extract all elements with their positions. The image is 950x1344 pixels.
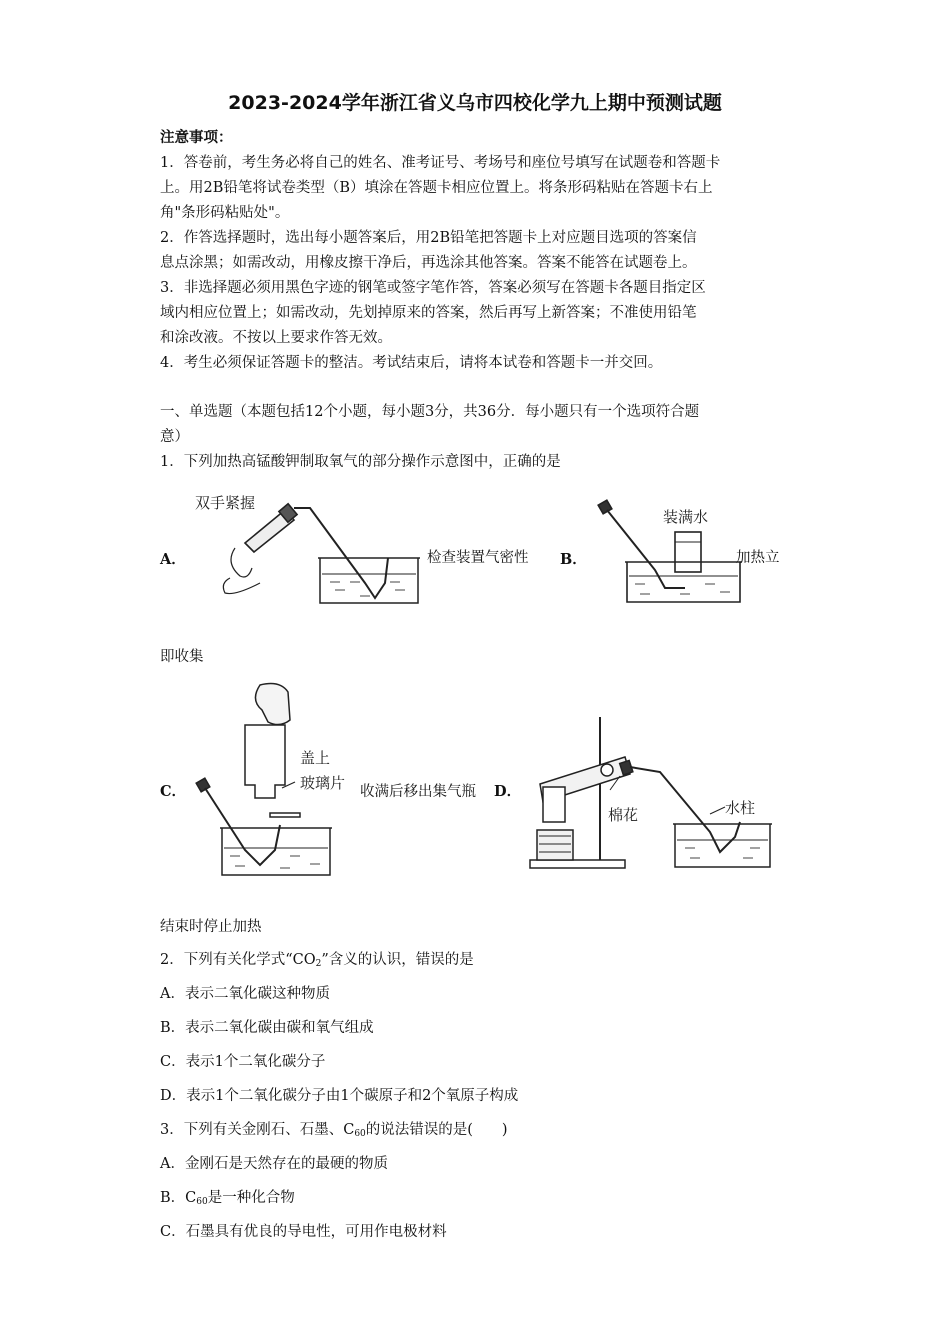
option-b-text-cont: 即收集 <box>160 649 204 665</box>
figure-d-heating-apparatus <box>525 712 780 874</box>
option-d-text-cont: 结束时停止加热 <box>160 919 262 935</box>
option-c-text: 收满后移出集气瓶 <box>360 784 476 800</box>
question-3-option-c: C．石墨具有优良的导电性，可用作电极材料 <box>160 1224 447 1240</box>
figure-d-caption-2: 水柱 <box>725 799 756 817</box>
notice-line: 2．作答选择题时，选出每小题答案后，用2B铅笔把答题卡上对应题目选项的答案信 <box>160 230 697 246</box>
question-2-option-c: C．表示1个二氧化碳分子 <box>160 1054 326 1070</box>
notice-line: 和涂改液。不按以上要求作答无效。 <box>160 330 392 346</box>
figure-b-caption: 装满水 <box>663 508 709 526</box>
option-b-text: 加热立 <box>736 550 780 566</box>
notice-heading: 注意事项： <box>160 129 233 146</box>
question-2-option-a: A．表示二氧化碳这种物质 <box>160 986 330 1002</box>
notice-line: 角"条形码粘贴处"。 <box>160 205 290 221</box>
question-3-stem: 3．下列有关金刚石、石墨、$C_{60}$的说法错误的是( ) <box>160 1122 508 1139</box>
question-3-option-a: A．金刚石是天然存在的最硬的物质 <box>160 1156 388 1172</box>
option-d-label: D． <box>494 783 522 800</box>
figure-c-caption-1: 盖上 <box>300 749 331 767</box>
option-c-label: C． <box>160 783 187 800</box>
section-heading: 一、单选题（本题包括12个小题，每小题3分，共36分．每小题只有一个选项符合题 <box>160 404 700 420</box>
notice-line: 4．考生必须保证答题卡的整洁。考试结束后，请将本试卷和答题卡一并交回。 <box>160 355 663 371</box>
option-b-label: B． <box>560 551 587 568</box>
figure-a-caption: 双手紧握 <box>195 494 256 512</box>
notice-line: 1．答卷前，考生务必将自己的姓名、准考证号、考场号和座位号填写在试题卷和答题卡 <box>160 155 721 171</box>
page-title: 2023-2024学年浙江省义乌市四校化学九上期中预测试题 <box>228 92 722 114</box>
option-a-text: 检查装置气密性 <box>427 550 529 566</box>
option-a-label: A． <box>160 551 186 568</box>
notice-line: 域内相应位置上；如需改动，先划掉原来的答案，然后再写上新答案；不准使用铅笔 <box>160 305 697 321</box>
figure-a-airtightness-check <box>190 488 430 608</box>
question-3-option-b: B．$C_{60}$是一种化合物 <box>160 1190 295 1207</box>
question-2-stem: 2．下列有关化学式“$CO_2$”含义的认识，错误的是 <box>160 952 474 969</box>
figure-c-caption-2: 玻璃片 <box>300 774 346 792</box>
notice-line: 上。用2B铅笔将试卷类型（B）填涂在答题卡相应位置上。将条形码粘贴在答题卡右上 <box>160 180 713 196</box>
question-1-stem: 1．下列加热高锰酸钾制取氧气的部分操作示意图中，正确的是 <box>160 454 561 470</box>
question-2-option-d: D．表示1个二氧化碳分子由1个碳原子和2个氧原子构成 <box>160 1088 519 1104</box>
figure-b-collection <box>595 500 745 610</box>
question-2-option-b: B．表示二氧化碳由碳和氧气组成 <box>160 1020 374 1036</box>
figure-c-remove-bottle <box>190 680 370 880</box>
section-heading-cont: 意） <box>160 429 189 445</box>
notice-line: 息点涂黑；如需改动，用橡皮擦干净后，再选涂其他答案。答案不能答在试题卷上。 <box>160 255 697 271</box>
figure-d-caption-1: 棉花 <box>608 806 639 824</box>
notice-line: 3．非选择题必须用黑色字迹的钢笔或签字笔作答，答案必须写在答题卡各题目指定区 <box>160 280 706 296</box>
